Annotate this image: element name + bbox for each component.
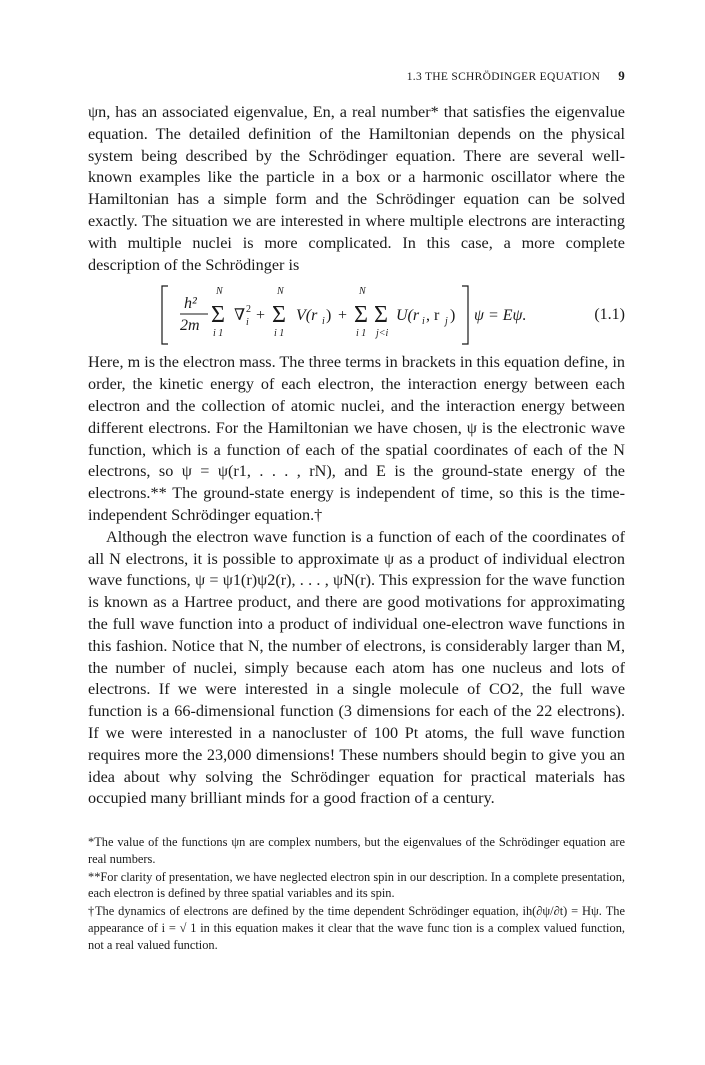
- right-bracket: [462, 286, 468, 344]
- paragraph-1: ψn, has an associated eigenvalue, En, a real number* that satisfies the eigenvalue equation. The detailed definition of the Hamiltonian depends on the physical system being described by the Schrödinger equation. There are several well-known examples like the particle in a box or a harmonic oscillator where the Hamiltonian has a simple form and the Schrödinger equation can be solved exactly. The situation we are interested in where multiple electrons are interacting with multiple nuclei is more complicated. In this case, a more complete description of the Schrödinger is: [88, 103, 625, 274]
- sum3-sigma: Σ: [354, 302, 368, 329]
- running-title: 1.3 THE SCHRÖDINGER EQUATION: [406, 71, 601, 83]
- paragraph-3: Although the electron wave function is a function of each of the coordinates of all N electrons, it is possible to approximate ψ as a product of individual electron wave functions, ψ = ψ1(r)ψ2(r), . . . , ψN(r). This expression for the wave function is known as a Hartree product, and there are good motivations for approximating the full wave function into a product of individual one-electron wave functions in this fashion. Notice that N, the number of electrons, is considerably larger than M, the number of nuclei, simply because each atom has one nucleus and lots of electrons. If we were interested in a single molecule of CO2, the full wave function is a 66-dimensional function (3 dimensions for each of the 22 electrons). If we were interested in a nanocluster of 100 Pt atoms, the full wave function requires more the 23,000 dimensions! These numbers should begin to give you an idea about why solving the Schrödinger equation for practical materials has occupied many brilliant minds for a good fraction of a century.: [88, 527, 625, 808]
- sum3-bottom: i 1: [356, 328, 367, 340]
- equation-formula: [160, 284, 560, 346]
- sum1-sigma: Σ: [211, 302, 225, 329]
- eq-rhs: ψ = Eψ.: [474, 307, 527, 325]
- sum4-sigma: Σ: [374, 302, 388, 329]
- footnotes: [88, 834, 625, 955]
- running-header: [88, 68, 625, 84]
- equation-number: (1.1): [594, 306, 625, 324]
- sum2-sigma: Σ: [272, 302, 286, 329]
- eq-u-term: U(r: [396, 307, 420, 325]
- footnote-2: **For clarity of presentation, we have neglected electron spin in our description. In a complete presentation, each electron is defined by three spatial variables and its spin.: [88, 869, 625, 901]
- eq-plus-2: +: [338, 307, 348, 325]
- eq-u-sub-j: j: [445, 316, 448, 328]
- eq-v-term: V(r: [296, 307, 318, 325]
- sum3-top: N: [359, 286, 366, 298]
- eq-nabla-sub: i: [246, 317, 249, 329]
- eq-nabla-sup: 2: [246, 304, 251, 316]
- footnote-1: *The value of the functions ψn are complex numbers, but the eigenvalues of the Schrödinger equation are real numbers.: [88, 835, 625, 866]
- main-text: [88, 102, 625, 810]
- eq-2m: 2m: [180, 317, 200, 335]
- paragraph-2: Here, m is the electron mass. The three terms in brackets in this equation define, in order, the kinetic energy of each electron, the interaction energy between each electron and the collection of atomic nuclei, and the interaction energy between different electrons. For the Hamiltonian we have chosen, ψ is the electronic wave function, which is a function of each of the spatial coordinates of each of the N electrons, so ψ = ψ(r1, . . . , rN), and E is the ground-state energy of the electrons.** The ground-state energy is independent of time, so this is the time-independent Schrödinger equation.†: [88, 353, 625, 524]
- sum2-top: N: [277, 286, 284, 298]
- eq-nabla: ∇: [234, 307, 246, 325]
- sum1-top: N: [216, 286, 223, 298]
- sum2-bottom: i 1: [274, 328, 285, 340]
- left-bracket: [162, 286, 168, 344]
- eq-u-sub-i: i: [422, 316, 425, 328]
- eq-h2: h²: [184, 295, 197, 313]
- equation-1-1: [88, 284, 625, 346]
- footnote-3: †The dynamics of electrons are defined by the time dependent Schrödinger equation, ih(∂ψ/∂t) = Hψ. The appearance of i = √ 1 in this equation makes it clear that the wave func tion is a complex valued function, not a real valued function.: [88, 904, 625, 952]
- eq-v-sub: i: [322, 316, 325, 328]
- eq-u-close: ): [450, 307, 456, 325]
- page-number: 9: [618, 68, 625, 83]
- eq-plus-1: +: [256, 307, 266, 325]
- eq-v-close: ): [326, 307, 332, 325]
- sum4-bottom: j<i: [376, 328, 389, 340]
- eq-u-mid: , r: [426, 307, 440, 325]
- sum1-bottom: i 1: [213, 328, 224, 340]
